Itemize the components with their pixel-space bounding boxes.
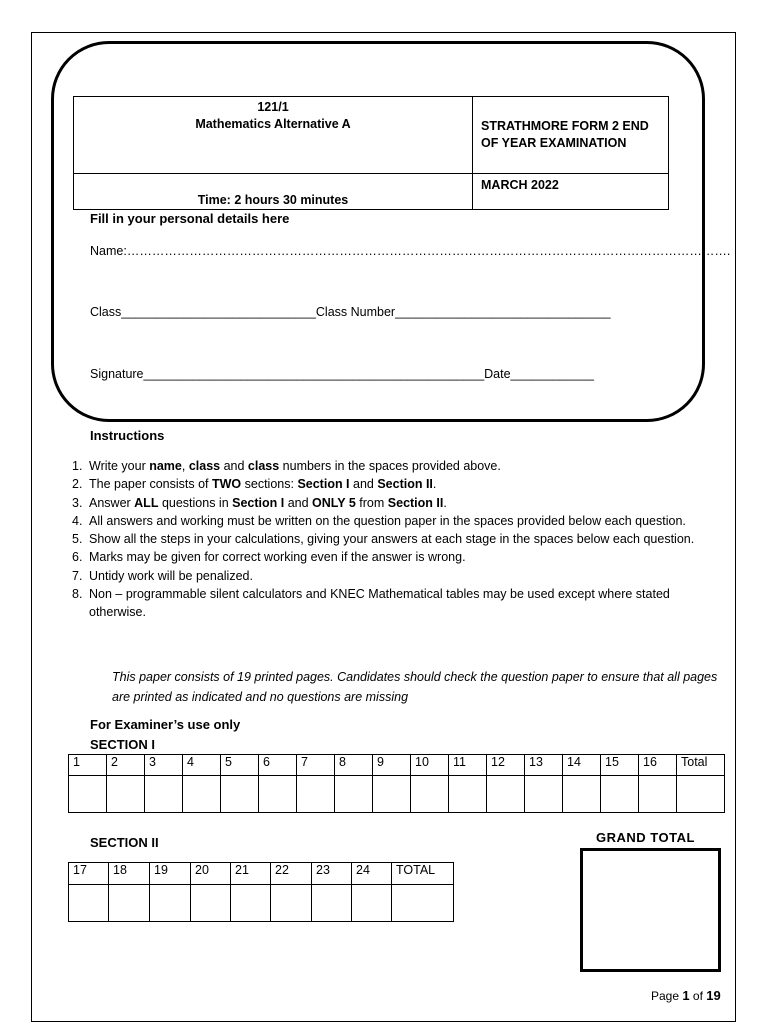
- instruction-text: .: [432, 477, 437, 492]
- section2-title: SECTION II: [90, 835, 159, 850]
- details-title: Fill in your personal details here: [90, 211, 290, 226]
- section2-score-table: [68, 862, 454, 922]
- instruction-emphasis: Section II: [377, 477, 433, 492]
- section1-header-cell: 16: [639, 755, 677, 776]
- instruction-item: [72, 585, 722, 622]
- section1-score-cell[interactable]: [183, 776, 221, 813]
- section1-header-cell: Total: [677, 755, 725, 776]
- section2-header-cell: 20: [191, 863, 231, 885]
- section1-header-cell: 8: [335, 755, 373, 776]
- instruction-emphasis: TWO: [211, 477, 242, 492]
- instruction-emphasis: name: [149, 459, 182, 473]
- section2-score-cell[interactable]: [392, 885, 454, 922]
- instruction-text: numbers in the spaces provided above.: [279, 459, 501, 473]
- instruction-item: [72, 494, 722, 512]
- instruction-number: 4.: [72, 513, 83, 528]
- paper-title: Mathematics Alternative A: [195, 117, 351, 131]
- section1-score-table: [68, 754, 725, 813]
- instruction-text: and: [349, 477, 378, 492]
- instruction-emphasis: ONLY 5: [312, 495, 356, 510]
- instruction-number: 3.: [72, 495, 83, 510]
- instruction-number: 7.: [72, 568, 83, 583]
- section2-score-cell[interactable]: [69, 885, 109, 922]
- grand-total-box[interactable]: [580, 848, 721, 972]
- section1-score-cell[interactable]: [69, 776, 107, 813]
- section1-header-cell: 4: [183, 755, 221, 776]
- section1-score-cell[interactable]: [259, 776, 297, 813]
- section2-header-cell: 18: [109, 863, 150, 885]
- instruction-emphasis: Section I: [232, 495, 285, 510]
- instruction-text: Answer: [89, 495, 135, 510]
- section2-header-cell: 24: [352, 863, 392, 885]
- instruction-text: from: [355, 495, 388, 510]
- instruction-emphasis: Section I: [297, 477, 350, 492]
- section2-header-cell: 22: [271, 863, 312, 885]
- pages-note: This paper consists of 19 printed pages. Candidates should check the question paper to ensure that all pages are printed as indicated and no questions are missing: [112, 670, 718, 704]
- date-cell: [473, 174, 669, 210]
- section1-header-cell: 13: [525, 755, 563, 776]
- section1-header-cell: 11: [449, 755, 487, 776]
- section1-score-cell[interactable]: [487, 776, 525, 813]
- section1-score-cell[interactable]: [335, 776, 373, 813]
- time-cell: [74, 174, 473, 210]
- section1-score-cell[interactable]: [563, 776, 601, 813]
- page-prefix: Page: [651, 989, 683, 1003]
- instruction-text: Non – programmable silent calculators and KNEC Mathematical tables may be used except where stated otherwise.: [89, 587, 670, 620]
- section1-score-cell[interactable]: [411, 776, 449, 813]
- section2-score-cell[interactable]: [150, 885, 191, 922]
- class-field[interactable]: Class____________________________Class Number_______________________________: [90, 305, 611, 319]
- section1-score-cell[interactable]: [601, 776, 639, 813]
- section1-header-cell: 12: [487, 755, 525, 776]
- section1-header-cell: 9: [373, 755, 411, 776]
- section1-header-cell: 2: [107, 755, 145, 776]
- instruction-text: and: [220, 459, 248, 473]
- section1-score-cell[interactable]: [639, 776, 677, 813]
- instruction-text: sections:: [241, 477, 298, 492]
- section2-score-cell[interactable]: [109, 885, 150, 922]
- section2-score-cell[interactable]: [312, 885, 352, 922]
- instruction-text: ,: [181, 459, 189, 473]
- section2-score-cell[interactable]: [271, 885, 312, 922]
- instruction-emphasis: Section II: [387, 495, 444, 510]
- exam-date: MARCH 2022: [481, 178, 559, 192]
- instruction-number: 2.: [72, 477, 83, 492]
- section1-score-cell[interactable]: [373, 776, 411, 813]
- section1-header-cell: 1: [69, 755, 107, 776]
- instruction-text: The paper consists of: [89, 477, 212, 492]
- section2-header-cell: 21: [231, 863, 271, 885]
- instruction-text: and: [284, 495, 313, 510]
- instruction-emphasis: ALL: [134, 495, 159, 510]
- section1-score-cell[interactable]: [525, 776, 563, 813]
- section1-header-cell: 6: [259, 755, 297, 776]
- instruction-item: [72, 457, 722, 475]
- instructions-title: Instructions: [90, 428, 165, 443]
- paper-code: 121/1: [257, 100, 289, 114]
- page-of: of: [689, 989, 707, 1003]
- section2-header-cell: 17: [69, 863, 109, 885]
- section1-score-cell[interactable]: [221, 776, 259, 813]
- page-current: 1: [682, 988, 690, 1003]
- name-field[interactable]: Name:……………………………………………………………………………………………………………………………….: [90, 244, 731, 258]
- section2-score-cell[interactable]: [231, 885, 271, 922]
- instruction-number: 1.: [72, 459, 83, 473]
- section2-score-cell[interactable]: [352, 885, 392, 922]
- instruction-text: All answers and working must be written on the question paper in the spaces provided below each question.: [89, 513, 686, 528]
- instruction-text: .: [443, 495, 447, 510]
- instruction-text: questions in: [158, 495, 233, 510]
- instruction-item: [72, 512, 722, 530]
- section1-header-cell: 10: [411, 755, 449, 776]
- section1-score-cell[interactable]: [297, 776, 335, 813]
- instruction-emphasis: class: [188, 459, 221, 473]
- section2-header-cell: 23: [312, 863, 352, 885]
- instruction-number: 5.: [72, 532, 83, 547]
- page-total: 19: [706, 988, 721, 1003]
- section1-score-cell[interactable]: [449, 776, 487, 813]
- instruction-text: Marks may be given for correct working even if the answer is wrong.: [89, 550, 466, 565]
- instruction-item: [72, 567, 722, 585]
- section1-header-cell: 14: [563, 755, 601, 776]
- examiner-title: For Examiner’s use only: [90, 717, 241, 732]
- signature-field[interactable]: Signature_________________________________________________Date____________: [90, 367, 594, 381]
- instruction-number: 6.: [72, 550, 83, 565]
- header-table: [73, 96, 669, 210]
- section1-score-cell[interactable]: [145, 776, 183, 813]
- exam-cell: [473, 97, 669, 174]
- instruction-item: [72, 530, 722, 548]
- exam-name: STRATHMORE FORM 2 END OF YEAR EXAMINATION: [481, 119, 649, 150]
- section1-header-cell: 3: [145, 755, 183, 776]
- exam-time: Time: 2 hours 30 minutes: [197, 193, 349, 207]
- instruction-emphasis: class: [247, 459, 280, 473]
- section2-score-cell[interactable]: [191, 885, 231, 922]
- instruction-text: Write your: [89, 459, 150, 473]
- instruction-text: Show all the steps in your calculations, giving your answers at each stage in the spaces below each question.: [89, 532, 695, 547]
- section1-title: SECTION I: [90, 737, 156, 752]
- instruction-text: Untidy work will be penalized.: [89, 568, 253, 583]
- section2-header-cell: TOTAL: [392, 863, 454, 885]
- page-number: [651, 988, 721, 1003]
- instruction-item: [72, 548, 722, 566]
- section2-header-cell: 19: [150, 863, 191, 885]
- section1-score-cell[interactable]: [107, 776, 145, 813]
- grand-total-label: GRAND TOTAL: [596, 830, 695, 845]
- section1-header-cell: 15: [601, 755, 639, 776]
- instruction-item: [72, 475, 722, 493]
- section1-header-cell: 7: [297, 755, 335, 776]
- instructions-list: [72, 457, 722, 622]
- paper-cell: [74, 97, 473, 174]
- instruction-number: 8.: [72, 587, 83, 602]
- section1-score-cell[interactable]: [677, 776, 725, 813]
- section1-header-cell: 5: [221, 755, 259, 776]
